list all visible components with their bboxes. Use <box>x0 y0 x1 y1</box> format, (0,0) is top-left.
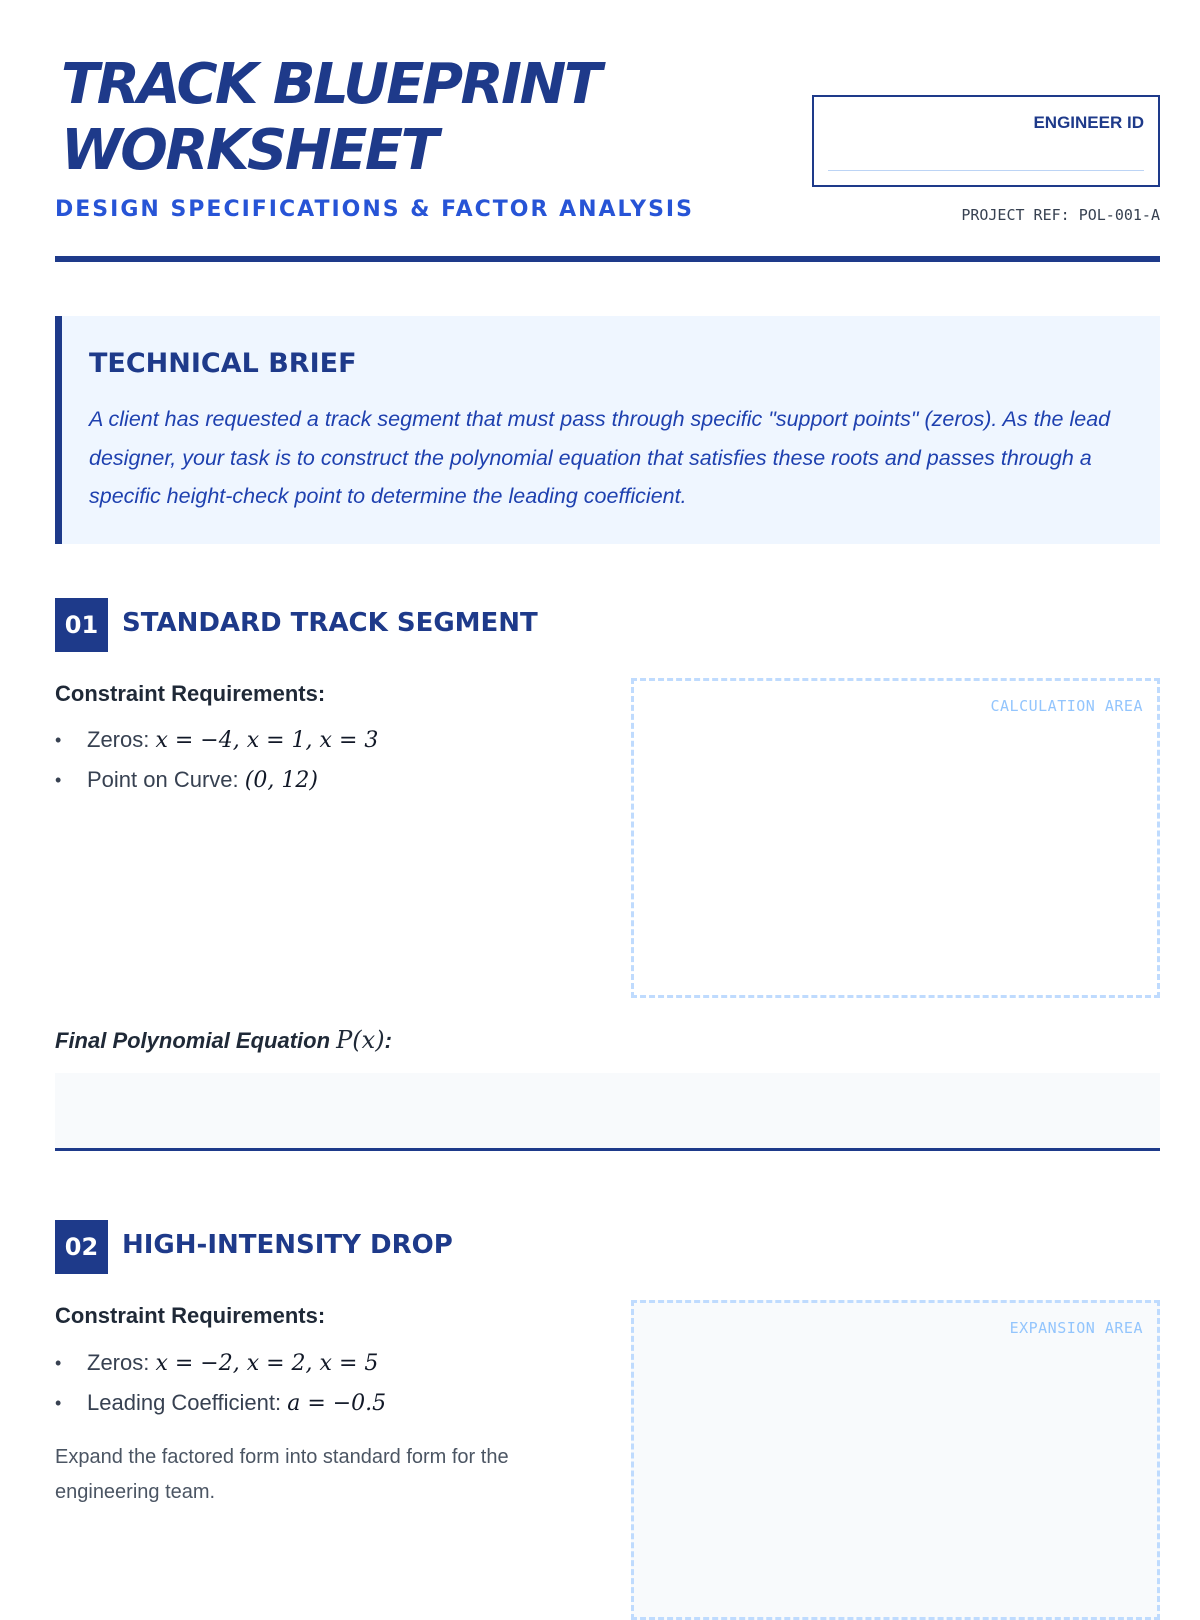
header-divider <box>55 256 1160 262</box>
requirement-label: Zeros: <box>87 727 150 752</box>
list-item <box>55 760 378 800</box>
project-ref: PROJECT REF: POL-001-A <box>961 206 1160 224</box>
final-equation-suffix: : <box>384 1028 392 1053</box>
bullet: • <box>55 1393 62 1413</box>
calculation-area-label: CALCULATION AREA <box>990 697 1143 715</box>
requirement-label: Point on Curve: <box>87 767 239 792</box>
brief-text: A client has requested a track segment that must pass through specific "support points" (zeros). As the lead designer, your task is to construct the polynomial equation that satisfies these roots and passes through a specific height-check point to determine the leading coefficient. <box>89 407 1111 508</box>
section-2-constraint-label: Constraint Requirements: <box>55 1303 326 1328</box>
expansion-area[interactable] <box>631 1300 1160 1620</box>
requirement-label: Zeros: <box>87 1350 150 1375</box>
final-equation-label-text: Final Polynomial Equation <box>55 1028 331 1053</box>
final-equation-input[interactable] <box>55 1073 1160 1148</box>
section-divider <box>55 1148 1160 1151</box>
final-equation-math: P(x) <box>336 1026 385 1054</box>
brief-title: TECHNICAL BRIEF <box>89 348 357 379</box>
bullet: • <box>55 1353 62 1373</box>
section-1-title: STANDARD TRACK SEGMENT <box>122 608 538 638</box>
requirement-label: Leading Coefficient: <box>87 1390 282 1415</box>
final-equation-label <box>55 1026 392 1054</box>
title-line-1: TRACK BLUEPRINT <box>61 52 600 117</box>
technical-brief <box>55 316 1160 544</box>
page-title <box>61 52 600 184</box>
section-2-note: Expand the factored form into standard form for the engineering team. <box>55 1446 509 1503</box>
expansion-area-label: EXPANSION AREA <box>1009 1319 1143 1337</box>
section-1-requirements <box>55 720 378 800</box>
section-1-number: 01 <box>55 598 108 652</box>
engineer-id-label: ENGINEER ID <box>1033 113 1144 132</box>
requirement-math: x = −2, x = 2, x = 5 <box>155 1351 379 1376</box>
list-item <box>55 1383 386 1423</box>
bullet: • <box>55 730 62 750</box>
section-1-constraint-label: Constraint Requirements: <box>55 681 326 706</box>
calculation-area[interactable] <box>631 678 1160 998</box>
section-2-title: HIGH-INTENSITY DROP <box>122 1230 453 1260</box>
title-line-2: WORKSHEET <box>61 118 437 183</box>
bullet: • <box>55 770 62 790</box>
list-item <box>55 720 378 760</box>
page-subtitle: DESIGN SPECIFICATIONS & FACTOR ANALYSIS <box>55 197 694 222</box>
worksheet-page <box>55 0 1160 1600</box>
requirement-math: (0, 12) <box>244 768 318 793</box>
section-2-requirements <box>55 1343 386 1423</box>
section-2-number: 02 <box>55 1220 108 1274</box>
requirement-math: a = −0.5 <box>287 1391 387 1416</box>
list-item <box>55 1343 386 1383</box>
requirement-math: x = −4, x = 1, x = 3 <box>155 728 379 753</box>
engineer-id-field[interactable] <box>812 95 1160 187</box>
engineer-id-input-line <box>828 170 1144 171</box>
